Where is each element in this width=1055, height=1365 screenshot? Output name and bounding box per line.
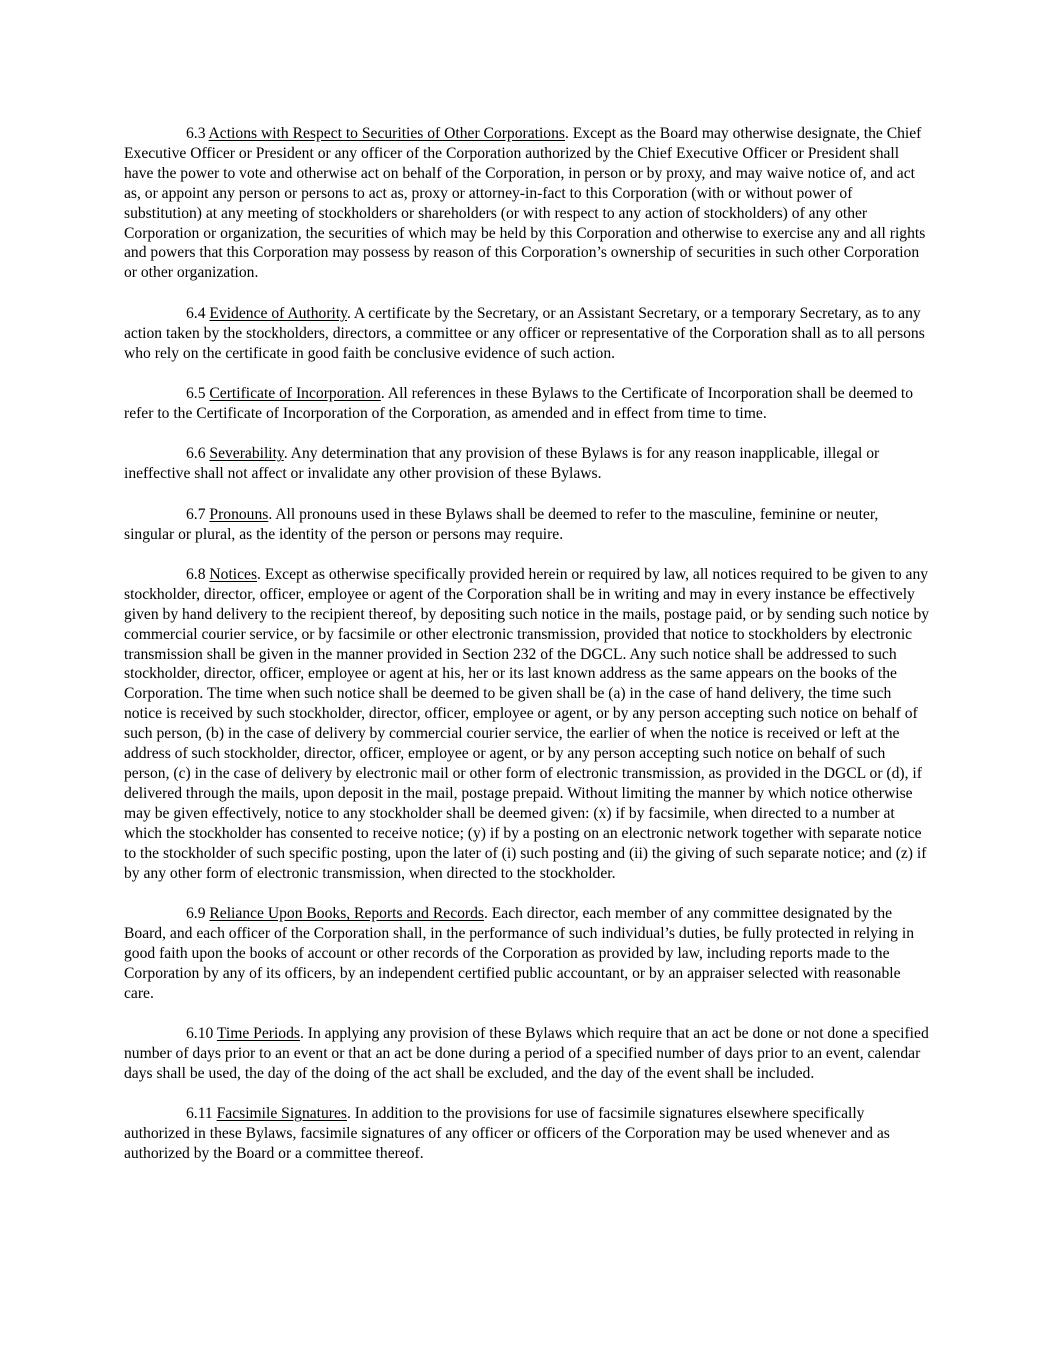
- section-body: . Each director, each member of any committee designated by the Board, and each officer of the Corporation shall, in the performance of such individual’s duties, be fully protected in relying in good faith upon the books of account or other records of the Corporation as provided by law, including reports made to the Corporation by any of its officers, by an independent certified public accountant, or by an appraiser selected with reasonable care.: [124, 904, 914, 1002]
- section-body: . Except as the Board may otherwise designate, the Chief Executive Officer or President or any officer of the Corporation authorized by the Chief Executive Officer or President shall have the power to vote and otherwise act on behalf of the Corporation, in person or by proxy, and may waive notice of, and act as, or appoint any person or persons to act as, proxy or attorney-in-fact to this Corporation (with or without power of substitution) at any meeting of stockholders or shareholders (or with respect to any action of stockholders) of any other Corporation or organization, the securities of which may be held by this Corporation and otherwise to exercise any and all rights and powers that this Corporation may possess by reason of this Corporation’s ownership of securities in such other Corporation or other organization.: [124, 125, 926, 282]
- section-number: 6.6: [186, 445, 206, 463]
- section-heading: Notices: [209, 565, 258, 583]
- section-6-10: [124, 1024, 932, 1084]
- section-body: . All pronouns used in these Bylaws shall be deemed to refer to the masculine, feminine or neuter, singular or plural, as the identity of the person or persons may require.: [124, 505, 879, 543]
- document-page: [124, 124, 932, 1184]
- section-heading: Pronouns: [209, 505, 269, 523]
- section-number: 6.11: [186, 1105, 213, 1123]
- section-heading: Severability: [209, 445, 284, 463]
- section-number: 6.10: [186, 1024, 214, 1042]
- section-number: 6.4: [186, 304, 206, 322]
- section-body: . In addition to the provisions for use of facsimile signatures elsewhere specifically authorized in these Bylaws, facsimile signatures of any officer or officers of the Corporation may be used whenever and as authorized by the Board or a committee thereof.: [124, 1105, 890, 1162]
- section-6-9: [124, 904, 932, 1004]
- section-body: . Any determination that any provision of these Bylaws is for any reason inapplicable, illegal or ineffective shall not affect or invalidate any other provision of these Bylaws.: [124, 445, 880, 483]
- section-number: 6.7: [186, 505, 206, 523]
- section-number: 6.8: [186, 565, 206, 583]
- section-heading: Reliance Upon Books, Reports and Records: [209, 904, 484, 922]
- section-6-3: [124, 124, 932, 283]
- section-number: 6.9: [186, 904, 206, 922]
- section-heading: Actions with Respect to Securities of Other Corporations: [208, 125, 565, 142]
- section-6-11: [124, 1104, 932, 1164]
- section-6-7: [124, 505, 932, 545]
- section-heading: Certificate of Incorporation: [209, 384, 381, 402]
- section-number: 6.5: [186, 384, 206, 402]
- section-body: . A certificate by the Secretary, or an Assistant Secretary, or a temporary Secretary, as to any action taken by the stockholders, directors, a committee or any officer or representative of the Corporation shall as to all persons who rely on the certificate in good faith be conclusive evidence of such action.: [124, 304, 925, 362]
- section-body: . All references in these Bylaws to the Certificate of Incorporation shall be deemed to refer to the Certificate of Incorporation of the Corporation, as amended and in effect from time to time.: [124, 384, 914, 422]
- section-6-8: [124, 565, 932, 884]
- section-6-5: [124, 384, 932, 424]
- section-6-4: [124, 304, 932, 364]
- section-heading: Time Periods: [216, 1024, 300, 1042]
- section-6-6: [124, 444, 932, 484]
- section-body: . Except as otherwise specifically provided herein or required by law, all notices required to be given to any stockholder, director, officer, employee or agent of the Corporation shall be in writing and may in every instance be effectively given by hand delivery to the recipient thereof, by depositing such notice in the mails, postage paid, or by sending such notice by commercial courier service, or by facsimile or other electronic transmission, provided that notice to stockholders by electronic transmission shall be given in the manner provided in Section 232 of the DGCL. Any such notice shall be addressed to such stockholder, director, officer, employee or agent at his, her or its last known address as the same appears on the books of the Corporation. The time when such notice shall be deemed to be given shall be (a) in the case of hand delivery, the time such notice is received by such stockholder, director, officer, employee or agent, or by any person accepting such notice on behalf of such person, (b) in the case of delivery by commercial courier service, the earlier of when the notice is received or left at the address of such stockholder, director, officer, employee or agent, or by any person accepting such notice on behalf of such person, (c) in the case of delivery by electronic mail or other form of electronic transmission, as provided in the DGCL or (d), if delivered through the mails, upon deposit in the mail, postage prepaid. Without limiting the manner by which notice otherwise may be given effectively, notice to any stockholder shall be deemed given: (x) if by facsimile, when directed to a number at which the stockholder has consented to receive notice; (y) if by a posting on an electronic network together with separate notice to the stockholder of such specific posting, upon the later of (i) such posting and (ii) the giving of such separate notice; and (z) if by any other form of electronic transmission, when directed to the stockholder.: [124, 565, 930, 882]
- section-heading: Facsimile Signatures: [216, 1105, 347, 1123]
- section-number: 6.3: [186, 125, 206, 142]
- section-heading: Evidence of Authority: [209, 304, 347, 322]
- section-body: . In applying any provision of these Bylaws which require that an act be done or not done a specified number of days prior to an event or that an act be done during a period of a specified number of days prior to an event, calendar days shall be used, the day of the doing of the act shall be excluded, and the day of the event shall be included.: [124, 1024, 929, 1082]
